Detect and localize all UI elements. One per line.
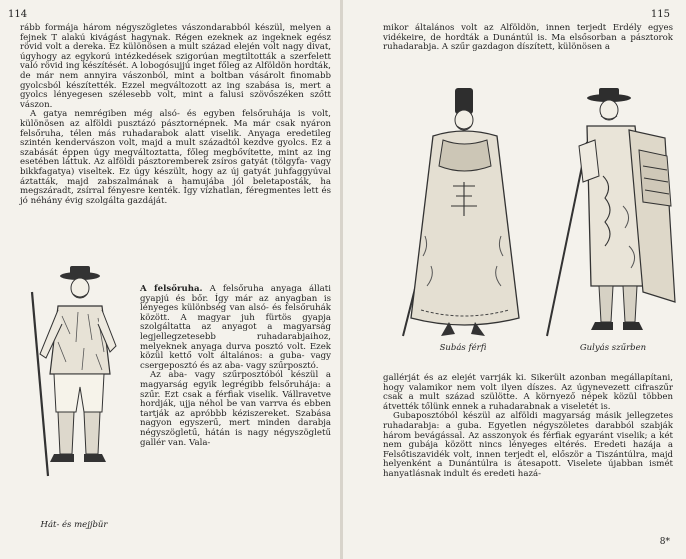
paragraph-gatya: A gatya nemrégiben még alsó- és egyben felsőruhája is volt, különösen az alföldi pusztázó pásztornépnek. Ma már csak nyáron felsőruha, télen más ruhadarabok alatt viselik. Anyaga eredetileg szintén kendervászon volt, majd a mult századtól kezdve gyolcs. Ez a szabását éppen úgy megváltoztatta, főleg megbővítette, mint az ing esetében láttuk. Az alföldi pásztoremberek zsíros gatyát (tölgyfa- vagy bikkfagatya) viseltek. Ez úgy készült, hogy az új gatyát juhfaggyúval áztatták, majd zabszalmának a hamujába jól beletaposták, ha megszáradt, zsírral fényesre kenték. Így vízhatlan, féregmentes lett és jó néhány évig szolgálta gazdáját. <box>20 109 331 206</box>
paragraph-aba: Az aba- vagy szűrposztóból készül a magyarság egyik legrégibb felsőruhája: a szűr. Ezt csak a férfiak viselik. Vállravetve hordják, ujja néhol be van varrva és ebben tartják az apróbbb kéziszereket. Szabása nagyon egyszerű, mert minden darabja négyszögletű, hátán is nagy négyszögletű gallér van. Vala- <box>140 370 331 448</box>
paragraph-szur-decoration: gallérját és az elejét varrják ki. Sikerült azonban megállapítani, hogy valamikor nem volt ilyen díszes. Az úgynevezett cifraszűr csak a mult század szülötte. A környező népek közül többen átvették tőlünk ennek a ruhadarabnak a viseletét is. <box>383 373 673 412</box>
figure-caption-left: Subás férfi <box>439 343 487 353</box>
text-block-top <box>20 24 331 206</box>
signature-mark: 8* <box>659 537 670 547</box>
right-page <box>343 0 686 559</box>
text-block-side <box>140 285 331 448</box>
paragraph-felsoruha: A felsőruha anyaga állati gyapjú és bőr. Így már az anyagban is lényeges különbség van alsó- és felsőruhák között. A magyar juh fürtös gyapja szolgáltatta az anyagot a magyarság legjellegzetesebb ruhadarabjaihoz, melyeknek anyaga durva posztó volt. Ezek közül kettő volt általános: a guba- vagy csergeposztó és az aba- vagy szűrposztó. <box>140 284 332 371</box>
page-number: 114 <box>8 9 28 20</box>
figure-subas-man <box>393 86 533 341</box>
paragraph-guba: Gubaposztóból készül az alföldi magyarság másik jellegzetes ruhadarabja: a guba. Egyetlen négyszöletes darabból szabják három bevágással. Az asszonyok és férfiak egyaránt viselik; a két nem gubája között nincs lényeges eltérés. Eredeti hazája a Felsőtiszavidék volt, innen terjedt el, először a Tiszántúlra, majd helyenként a Dunántúlra is átesapott. Viselete újabban ismét hanyatlásnak indult és eredeti hazá- <box>383 411 673 479</box>
text-block-top <box>383 24 673 53</box>
figure-gulyas-man <box>543 86 683 341</box>
paragraph-szur-continued: mikor általános volt az Alföldön, innen terjedt Erdély egyes vidékeire, de hordták a Dunántúl is. Ma elsősorban a pásztorok ruhadarabja. A szűr gazdagon díszített, különösen a <box>383 23 673 53</box>
figure-sheepskin-man <box>18 262 130 480</box>
paragraph-ing: rább formája három négyszögletes vászondarabból készül, melyen a fejnek T alakú kivágást hagynak. Régen ezeknek az ingeknek egész rövid volt a dereka. Ez különösen a mult század elején volt nagy divat, úgyhogy az egykorú intézkedések szigorúan megtiltották a szerfelett való rövid ing készítését. A lobogósujjú inget főleg az Alföldön hordták, de már nem annyira vászonból, mint a boltban vásárolt finomabb gyolcsból készítették. Ezzel megváltozott az ing szabása is, mert a gyolcs lényegesen szélesebb volt, mint a falusi szövőszéken szőtt vászon. <box>20 23 331 110</box>
left-page <box>0 0 340 559</box>
text-block-bottom <box>383 374 673 480</box>
page-number: 115 <box>650 9 670 20</box>
section-heading: A felsőruha. <box>140 284 203 294</box>
figure-caption: Hát- és mejjbür <box>40 520 108 530</box>
figure-caption-right: Gulyás szűrben <box>579 343 647 353</box>
